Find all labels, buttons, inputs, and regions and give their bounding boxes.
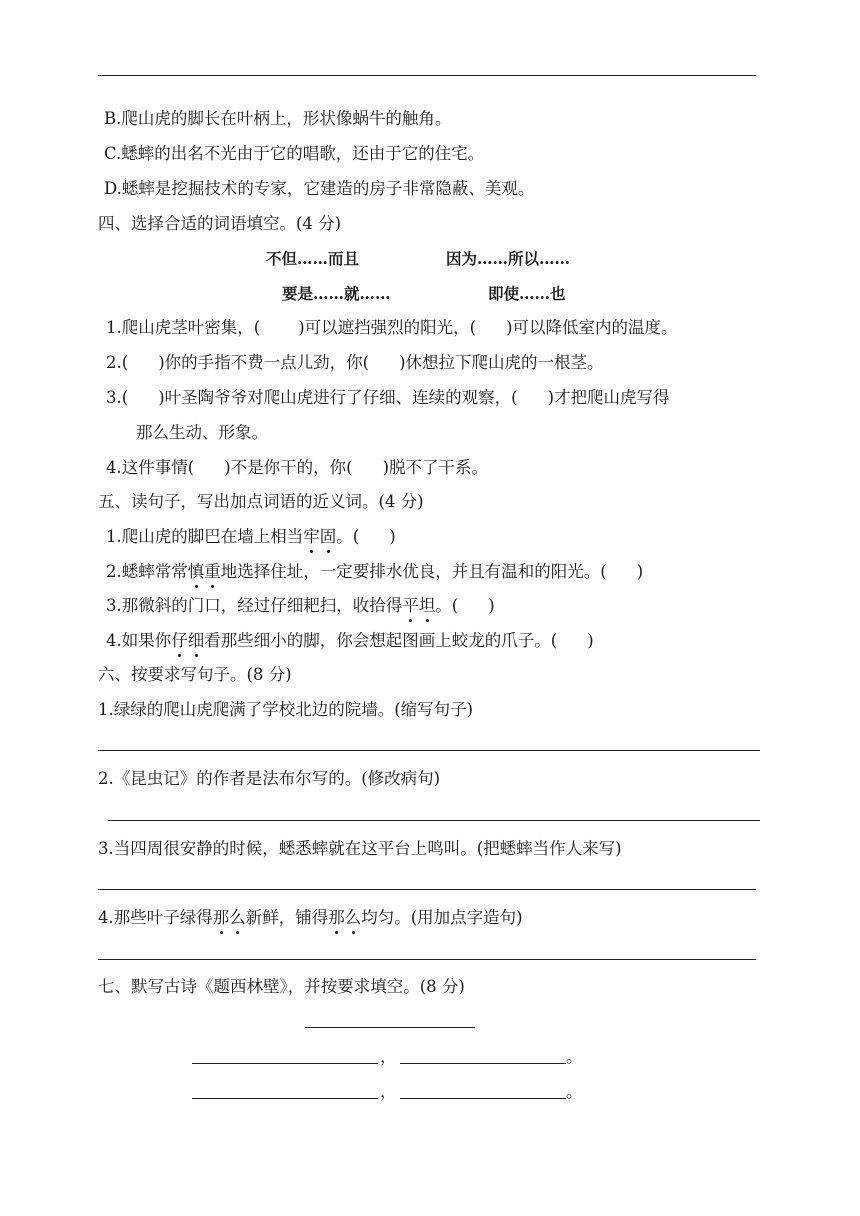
s6-q4-answer-line[interactable] bbox=[98, 959, 756, 960]
s4-q3-part-b: )叶圣陶爷爷对爬山虎进行了仔细、连续的观察，( bbox=[158, 388, 518, 407]
s5-q3-close: ) bbox=[488, 596, 495, 615]
section-5-heading: 五、读句子，写出加点词语的近义词。(4 分) bbox=[98, 492, 424, 511]
option-b: B.爬山虎的脚长在叶柄上，形状像蜗牛的触角。 bbox=[104, 109, 452, 128]
s6-q4-dotted-char-4: 么 bbox=[344, 908, 362, 927]
s4-q1-part-a: 1.爬山虎茎叶密集，( bbox=[106, 318, 261, 337]
top-rule bbox=[98, 75, 756, 76]
s5-q2-dotted-char-1: 慎 bbox=[187, 562, 205, 581]
poem-line-2-period: 。 bbox=[566, 1082, 583, 1101]
poem-line-1-first-half[interactable] bbox=[192, 1063, 378, 1064]
s5-q2-close: ) bbox=[636, 562, 644, 581]
poem-line-1-comma: ， bbox=[380, 1047, 397, 1066]
poem-line-1-second-half[interactable] bbox=[400, 1063, 566, 1064]
option-d: D.蟋蟀是挖掘技术的专家，它建造的房子非常隐蔽、美观。 bbox=[104, 179, 535, 198]
s5-q2-text-post: 地选择住址，一定要排水优良，并且有温和的阳光。( bbox=[220, 562, 607, 581]
s5-q3-text-post: 。( bbox=[435, 596, 459, 615]
s5-q4-text-post: 看那些细小的脚，你会想起图画上蛟龙的爪子。( bbox=[204, 631, 558, 650]
s5-question-4 bbox=[106, 630, 594, 652]
s5-q1-dotted-char-2: 固 bbox=[319, 527, 337, 546]
s6-q2-answer-line[interactable] bbox=[108, 820, 760, 821]
s6-q3-answer-line[interactable] bbox=[98, 889, 756, 890]
s4-question-2 bbox=[106, 352, 604, 374]
section-4-heading: 四、选择合适的词语填空。(4 分) bbox=[98, 214, 342, 233]
wordbank-item-4: 即使……也 bbox=[488, 284, 566, 303]
poem-line-2-second-half[interactable] bbox=[400, 1098, 566, 1099]
s5-q4-dotted-char-2: 细 bbox=[187, 631, 205, 650]
s6-question-2: 2.《昆虫记》的作者是法布尔写的。(修改病句) bbox=[98, 769, 441, 788]
s5-question-2 bbox=[106, 561, 643, 583]
s4-q3-part-c: )才把爬山虎写得 bbox=[547, 388, 670, 407]
s6-question-3: 3.当四周很安静的时候，蟋悉蟀就在这平台上鸣叫。(把蟋蟀当作人来写) bbox=[98, 839, 622, 858]
s5-q3-dotted-char-2: 坦 bbox=[418, 596, 436, 615]
s6-q4-text-mid: 新鲜，铺得 bbox=[245, 908, 329, 927]
s5-q4-dotted-char-1: 仔 bbox=[171, 631, 188, 650]
option-c: C.蟋蟀的出名不光由于它的唱歌，还由于它的住宅。 bbox=[104, 144, 485, 163]
s5-q4-text: 4.如果你 bbox=[106, 631, 172, 650]
s6-q4-dotted-char-1: 那 bbox=[212, 908, 230, 927]
poem-line-2-comma: ， bbox=[380, 1082, 397, 1101]
s5-q2-dotted-char-2: 重 bbox=[204, 562, 221, 581]
s6-q4-text-post: 均匀。(用加点字造句) bbox=[361, 908, 523, 927]
poem-title-line[interactable] bbox=[305, 1027, 475, 1028]
poem-line-1-period: 。 bbox=[566, 1047, 583, 1066]
s5-question-1 bbox=[106, 526, 396, 548]
s4-q4-part-a: 4.这件事情( bbox=[106, 458, 195, 477]
s6-q4-dotted-char-2: 么 bbox=[229, 908, 246, 927]
s5-q1-text-post: 。( bbox=[336, 527, 360, 546]
wordbank-item-2: 因为……所以…… bbox=[446, 249, 571, 268]
s6-question-4 bbox=[98, 907, 523, 929]
section-6-heading: 六、按要求写句子。(8 分) bbox=[98, 665, 292, 684]
wordbank-item-1: 不但……而且 bbox=[266, 249, 360, 268]
s5-q4-close: ) bbox=[587, 631, 594, 650]
s6-q4-dotted-char-3: 那 bbox=[328, 908, 345, 927]
poem-line-2-first-half[interactable] bbox=[192, 1098, 378, 1099]
section-7-heading: 七、默写古诗《题西林壁》，并按要求填空。(8 分) bbox=[98, 977, 465, 996]
s5-question-3 bbox=[106, 595, 495, 617]
s5-q1-close: ) bbox=[389, 527, 396, 546]
s4-q4-part-b: )不是你干的，你( bbox=[224, 458, 353, 477]
s6-q4-text: 4.那些叶子绿得 bbox=[98, 908, 213, 927]
s5-q1-dotted-char-1: 牢 bbox=[303, 527, 320, 546]
s4-q2-part-c: )休想拉下爬山虎的一根茎。 bbox=[399, 353, 604, 372]
s4-q2-part-b: )你的手指不费一点儿劲，你( bbox=[158, 353, 370, 372]
s4-question-3 bbox=[106, 387, 670, 409]
s5-q3-dotted-char-1: 平 bbox=[402, 596, 419, 615]
wordbank-item-3: 要是……就…… bbox=[282, 284, 391, 303]
s4-question-1 bbox=[106, 317, 678, 339]
s4-q2-part-a: 2.( bbox=[106, 353, 129, 372]
s4-q3-part-a: 3.( bbox=[106, 388, 129, 407]
s4-q4-part-c: )脱不了干系。 bbox=[382, 458, 488, 477]
s5-q3-text: 3.那微斜的门口，经过仔细耙扫，收拾得 bbox=[106, 596, 403, 615]
s5-q2-text: 2.蟋蟀常常 bbox=[106, 562, 188, 581]
s4-q1-part-c: )可以降低室内的温度。 bbox=[506, 318, 678, 337]
s4-q1-part-b: )可以遮挡强烈的阳光，( bbox=[298, 318, 477, 337]
s6-q1-answer-line[interactable] bbox=[98, 750, 760, 751]
s5-q1-text: 1.爬山虎的脚巴在墙上相当 bbox=[106, 527, 304, 546]
s4-q3-continuation: 那么生动、形象。 bbox=[136, 423, 268, 442]
s6-question-1: 1.绿绿的爬山虎爬满了学校北边的院墙。(缩写句子) bbox=[98, 700, 474, 719]
s4-question-4 bbox=[106, 457, 488, 479]
